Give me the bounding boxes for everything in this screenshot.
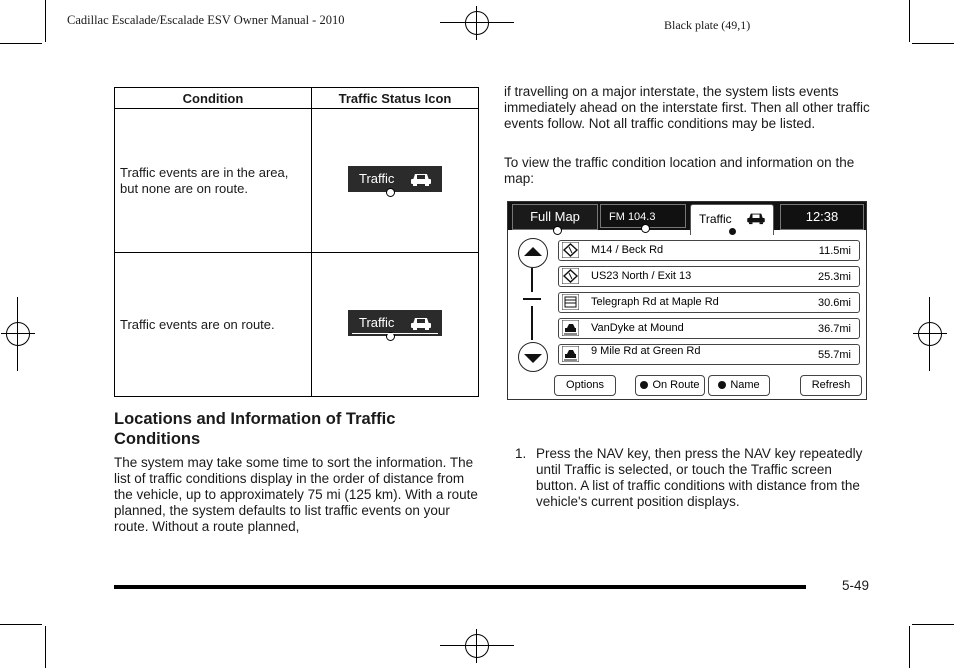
manual-title: Cadillac Escalade/Escalade ESV Owner Manual - 2010 bbox=[67, 13, 345, 27]
table-header-icon: Traffic Status Icon bbox=[312, 88, 479, 109]
clock: 12:38 bbox=[780, 204, 864, 230]
list-item[interactable]: M14 / Beck Rd 11.5mi bbox=[558, 240, 860, 261]
plate-label: Black plate (49,1) bbox=[664, 18, 751, 32]
table-cell-condition: Traffic events are in the area, but none are on route. bbox=[115, 109, 312, 253]
tab-traffic[interactable]: Traffic bbox=[690, 204, 774, 235]
tab-station[interactable]: FM 104.3 bbox=[600, 204, 686, 228]
traffic-status-icon-on-route: Traffic bbox=[348, 310, 442, 336]
right-paragraph-2: To view the traffic condition location and information on the map: bbox=[504, 155, 855, 186]
traffic-screen-image bbox=[507, 201, 867, 400]
list-item[interactable]: Telegraph Rd at Maple Rd 30.6mi bbox=[558, 292, 860, 313]
registration-mark-left bbox=[1, 317, 35, 351]
accident-icon bbox=[562, 346, 579, 362]
list-item[interactable]: VanDyke at Mound 36.7mi bbox=[558, 318, 860, 339]
arrow-down-icon bbox=[519, 343, 547, 371]
registration-mark-bottom bbox=[460, 629, 494, 663]
tab-full-map[interactable]: Full Map bbox=[512, 204, 598, 230]
table-cell-icon bbox=[312, 253, 479, 397]
car-icon bbox=[410, 315, 432, 331]
footer-rule bbox=[114, 585, 806, 589]
section-paragraph: The system may take some time to sort the information. The list of traffic conditions display in the order of distance from the vehicle, up to approximately 75 mi (125 km). With a route planned, the system defaults to list traffic events on your route. Without a route planned, bbox=[114, 455, 478, 534]
refresh-button[interactable]: Refresh bbox=[800, 375, 862, 396]
step-text: Press the NAV key, then press the NAV key repeatedly until Traffic is selected, or touch the Traffic screen button. A list of traffic conditions with distance from the vehicle's current position displays. bbox=[536, 446, 863, 509]
traffic-status-table bbox=[114, 87, 479, 397]
registration-mark-top bbox=[460, 6, 494, 40]
page-number: 5-49 bbox=[842, 578, 870, 593]
construction-icon bbox=[562, 242, 579, 258]
arrow-up-icon bbox=[519, 239, 547, 267]
car-icon bbox=[410, 171, 432, 187]
scroll-down-button[interactable] bbox=[518, 342, 548, 372]
registration-mark-right bbox=[913, 317, 947, 351]
options-button[interactable]: Options bbox=[554, 375, 616, 396]
traffic-status-icon-off-route: Traffic bbox=[348, 166, 442, 192]
on-route-button[interactable]: On Route bbox=[635, 375, 705, 396]
incident-icon bbox=[562, 294, 579, 310]
section-heading: Locations and Information of Traffic Conditions bbox=[114, 410, 396, 448]
right-paragraph-1: if travelling on a major interstate, the system lists events immediately ahead on the interstate first. Then all other traffic events follow. Not all traffic conditions may be listed. bbox=[504, 84, 870, 131]
table-cell-icon bbox=[312, 109, 479, 253]
list-item[interactable]: 9 Mile Rd at Green Rd 55.7mi bbox=[558, 344, 860, 365]
table-header-condition: Condition bbox=[115, 88, 312, 109]
accident-icon bbox=[562, 320, 579, 336]
name-button[interactable]: Name bbox=[708, 375, 770, 396]
scroll-track[interactable] bbox=[531, 268, 533, 344]
car-icon bbox=[746, 211, 766, 225]
list-item[interactable]: US23 North / Exit 13 25.3mi bbox=[558, 266, 860, 287]
scroll-up-button[interactable] bbox=[518, 238, 548, 268]
construction-icon bbox=[562, 268, 579, 284]
step-number: 1. bbox=[515, 446, 527, 461]
table-cell-condition: Traffic events are on route. bbox=[115, 253, 312, 397]
